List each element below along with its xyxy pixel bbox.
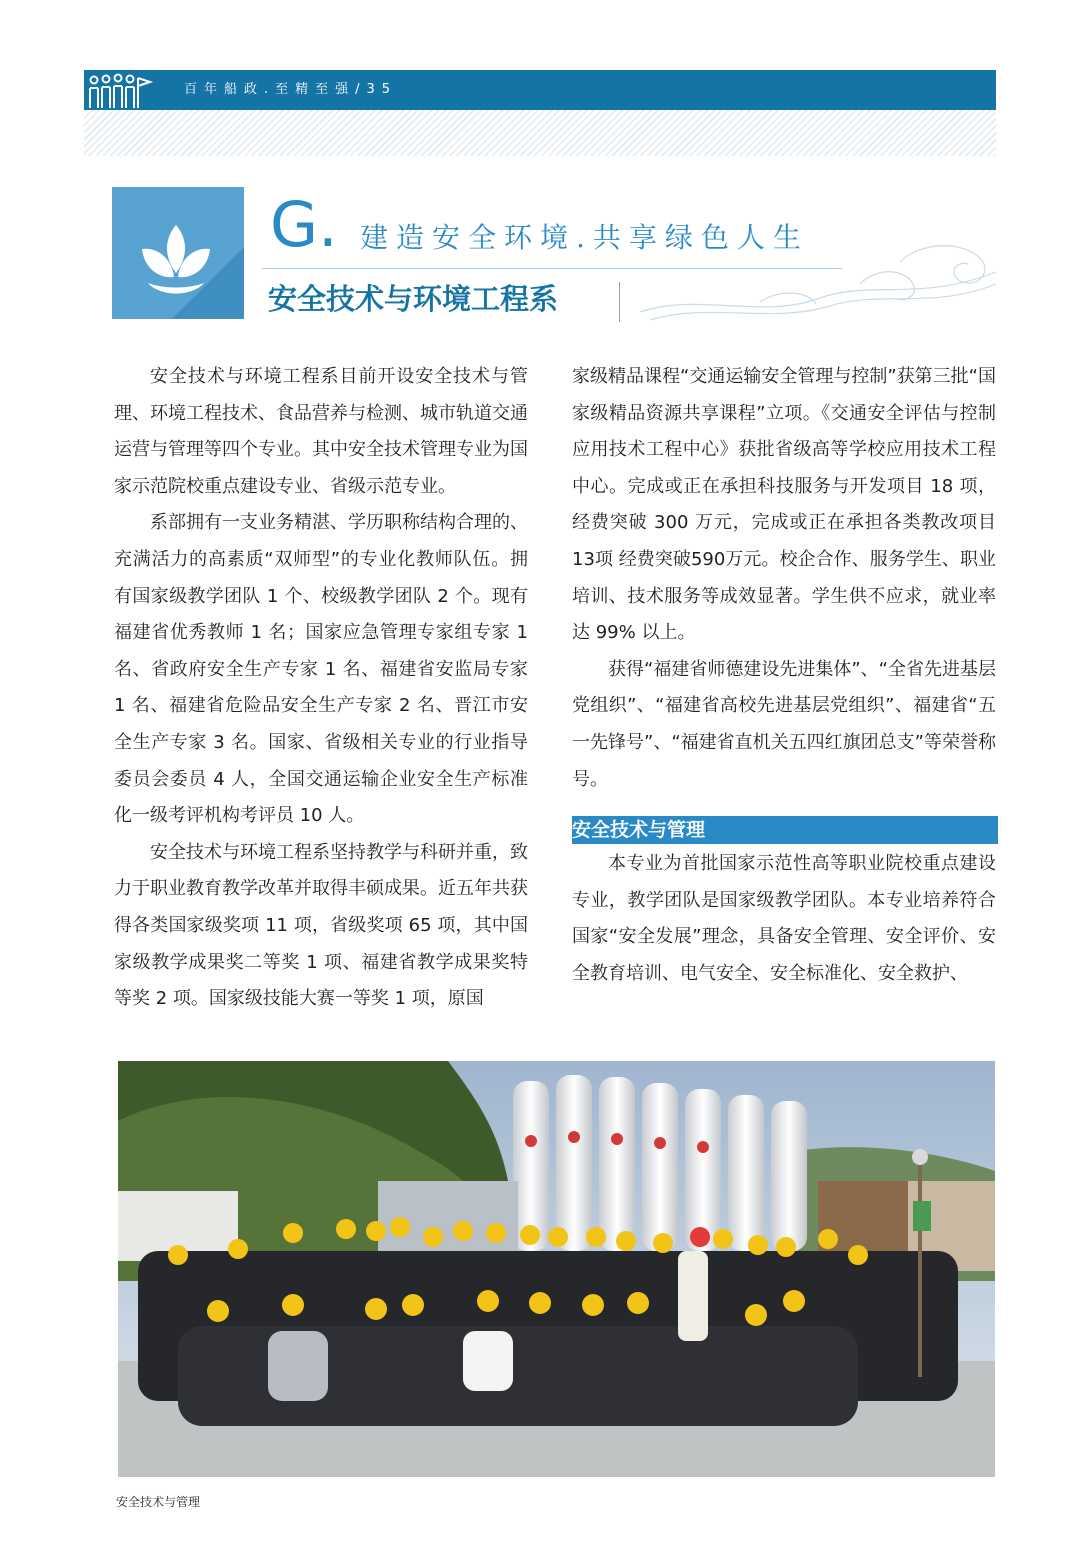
photo-caption: 安全技术与管理 <box>116 1495 201 1509</box>
left-text-column <box>114 359 528 1018</box>
subheading-label: 安全技术与管理 <box>572 819 706 842</box>
hatched-decoration <box>84 110 996 156</box>
leaf-emblem-icon <box>112 187 244 319</box>
paragraph-major: 本专业为首批国家示范性高等职业院校重点建设专业，教学团队是国家级教学团队。本专业培养符合国家“安全发展”理念，具备安全管理、安全评价、安全教育培训、电气安全、安全标准化、安全救护、 <box>572 853 996 984</box>
paragraph-intro: 安全技术与环境工程系目前开设安全技术与管理、环境工程技术、食品营养与检测、城市轨道交通运营与管理等四个专业。其中安全技术管理专业为国家示范院校重点建设专业、省级示范专业。 <box>114 366 528 497</box>
figures-logo-icon <box>84 70 154 112</box>
paragraph-faculty: 系部拥有一支业务精湛、学历职称结构合理的、充满活力的高素质“双师型”的专业化教师队伍。拥有国家级教学团队 1 个、校级教学团队 2 个。现有福建省优秀教师 1 名；国家应急管理专家组专家 1 名、省政府安全生产专家 1 名、福建省安监局专家 1 名、福建省危险品安全生产专家 2 名、晋江市安全生产专家 3 名。国家、省级相关专业的行业指导委员会委员 4 人，全国交通运输企业安全生产标准化一级考评机构考评员 10 人。 <box>114 512 528 827</box>
section-slogan: 建造安全环境.共享绿色人生 <box>360 221 809 254</box>
section-letter: G. <box>270 188 338 261</box>
group-photo <box>118 1061 995 1477</box>
department-title: 安全技术与环境工程系 <box>268 282 559 316</box>
title-vertical-divider <box>619 282 620 322</box>
paragraph-honors: 获得“福建省师德建设先进集体”、“全省先进基层党组织”、“福建省高校先进基层党组织”、福建省“五一先锋号”、“福建省直机关五四红旗团总支”等荣誉称号。 <box>572 658 996 790</box>
wave-pattern-icon <box>640 232 996 328</box>
paragraph-research-continued: 家级精品课程“交通运输安全管理与控制”获第三批“国家级精品资源共享课程”立项。《交通安全评估与控制应用技术工程中心》获批省级高等学校应用技术工程中心。完成或正在承担科技服务与开发项目 18 项，经费突破 300 万元，完成或正在承担各类教改项目13项 经费突破590万元。校企合作、服务学生、职业培训、技术服务等成效显著。学生供不应求，就业率达 99% 以上。 <box>572 366 996 644</box>
right-text-column <box>572 359 996 993</box>
subheading-safety-management <box>572 816 998 844</box>
paragraph-research: 安全技术与环境工程系坚持教学与科研并重，致力于职业教育教学改革并取得丰硕成果。近五年共获得各类国家级奖项 11 项，省级奖项 65 项，其中国家级教学成果奖二等奖 1 项、福建省教学成果奖特等奖 2 项。国家级技能大赛一等奖 1 项，原国 <box>114 841 528 1010</box>
running-title: 百年船政.至精至强/35 <box>184 82 398 97</box>
